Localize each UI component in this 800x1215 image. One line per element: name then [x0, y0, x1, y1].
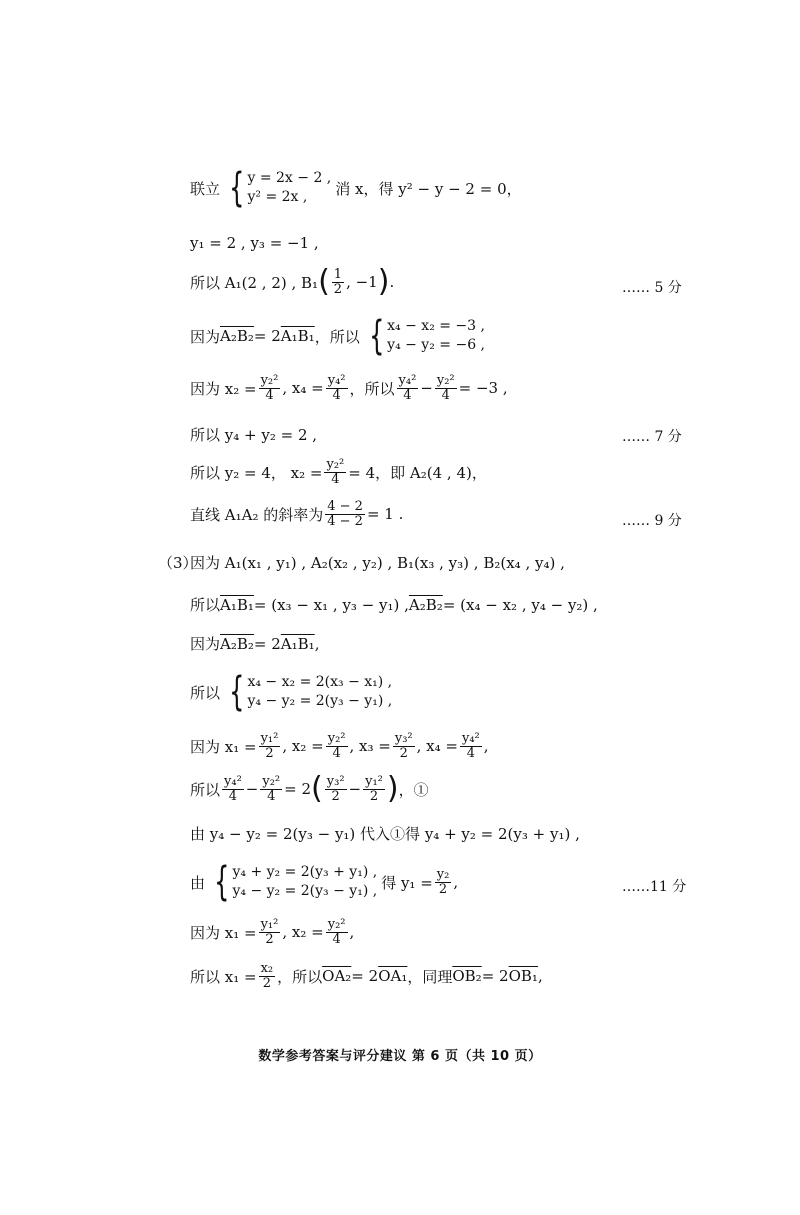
text: 所以 y₂ = 4， x₂ =: [190, 463, 323, 482]
text: , x₄ =: [282, 379, 324, 398]
brace-icon: {: [368, 313, 385, 359]
line-11: [190, 633, 319, 654]
numerator: y₂²: [327, 731, 346, 746]
denominator: 4: [228, 788, 238, 804]
text: 因为 x₁ =: [190, 737, 257, 756]
text: = 2: [351, 967, 379, 986]
text: 因为 A₁(x₁ , y₁) , A₂(x₂ , y₂) , B₁(x₃ , y₃) , B₂(x₄ , y₄) ,: [190, 554, 565, 572]
text: .: [389, 273, 395, 291]
equation: y = 2x − 2 ,: [247, 170, 332, 187]
numerator: y₂²: [262, 773, 281, 789]
vector: OA₂: [322, 967, 352, 986]
text: ，所以: [314, 327, 360, 346]
text: 所以 A₁(2 , 2) , B₁: [190, 273, 319, 292]
line-17: [190, 918, 354, 946]
denominator: 2: [262, 975, 271, 991]
fraction: [222, 775, 244, 803]
denominator: 4: [332, 931, 341, 947]
denominator: 2: [265, 931, 274, 947]
line-15: [190, 823, 580, 844]
equation: y₄ − y₂ = −6 ,: [387, 337, 485, 353]
line-9: [190, 552, 565, 573]
line-2: [190, 234, 319, 252]
text: = 1 .: [366, 505, 404, 524]
denominator: 4: [332, 387, 341, 403]
score-7: …… 7 分: [622, 429, 682, 445]
numerator: y₄²: [462, 731, 480, 746]
text: = 2: [284, 780, 312, 798]
fraction: [393, 732, 415, 760]
text: 得 y₁ =: [381, 873, 433, 892]
text: 所以: [190, 596, 221, 614]
denominator: 4: [265, 387, 274, 403]
line-14: [190, 771, 429, 806]
text: −: [420, 379, 433, 398]
equation-system: [224, 669, 393, 715]
numerator: y₄²: [224, 773, 242, 789]
text: = (x₄ − x₂ , y₄ − y₂) ,: [442, 595, 598, 614]
equation: y₄ − y₂ = 2(y₃ − y₁) ,: [232, 883, 378, 899]
line-7: [190, 458, 487, 486]
numerator: y₁²: [365, 773, 383, 789]
text: = 2: [481, 967, 509, 986]
fraction: [397, 374, 419, 402]
text: , x₂ =: [282, 923, 324, 942]
paren-right-icon: ): [386, 771, 399, 806]
equation: x₄ − x₂ = −3 ,: [387, 318, 485, 335]
brace-icon: {: [229, 165, 245, 211]
vector: A₂B₂: [220, 634, 254, 653]
fraction: [332, 268, 344, 296]
text: 因为 x₂ =: [190, 379, 257, 398]
numerator: x₂: [260, 961, 274, 976]
denominator: 4: [441, 387, 450, 403]
line-1: [190, 165, 522, 211]
fraction: [259, 918, 281, 946]
vector: OB₂: [452, 967, 482, 986]
equation: x₄ − x₂ = 2(x₃ − x₁) ,: [247, 674, 393, 691]
equation: y² = 2x ,: [247, 189, 308, 205]
brace-icon: {: [214, 859, 230, 905]
fraction: [326, 374, 348, 402]
text: 所以: [190, 683, 221, 702]
line-3: [190, 264, 395, 299]
paren-left-icon: (: [311, 771, 323, 806]
denominator: 2: [369, 788, 379, 804]
line-4: [190, 313, 489, 359]
line-5: [190, 374, 508, 402]
text: = 4，即 A₂(4 , 4)，: [348, 463, 487, 482]
fraction: [325, 500, 365, 528]
paren-left-icon: (: [318, 264, 330, 299]
text: 因为: [190, 635, 221, 653]
vector: OB₁: [508, 967, 538, 986]
vector: A₁B₁: [220, 595, 254, 614]
fraction: [325, 775, 347, 803]
line-8: [190, 500, 403, 528]
text: 由: [190, 873, 206, 892]
text: ,: [537, 967, 543, 986]
text: 直线 A₁A₂ 的斜率为: [190, 505, 324, 524]
text: 由 y₄ − y₂ = 2(y₃ − y₁) 代入①得 y₄ + y₂ = 2(y₃ + y₁) ,: [190, 825, 580, 843]
denominator: 4: [332, 745, 341, 761]
fraction: [460, 732, 482, 760]
equation-system: [209, 859, 378, 905]
denominator: 4: [466, 745, 476, 761]
fraction: [259, 962, 276, 990]
text: = 2: [253, 327, 281, 345]
line-6: [190, 424, 317, 445]
text: ,: [483, 737, 489, 756]
fraction: [363, 775, 385, 803]
denominator: 2: [438, 881, 448, 897]
line-12: [190, 669, 396, 715]
text: −: [348, 780, 362, 798]
text: ，①: [398, 780, 429, 799]
line-16: [190, 859, 459, 905]
vector: A₁B₁: [280, 327, 315, 345]
fraction: [259, 374, 281, 402]
line-10: [190, 594, 598, 615]
text: = 2: [253, 634, 281, 653]
denominator: 4: [267, 788, 276, 804]
numerator: y₂²: [326, 457, 345, 472]
equation-system: [224, 165, 332, 211]
text: ,: [453, 873, 459, 891]
fraction: [259, 732, 281, 760]
text: 因为 x₁ =: [190, 923, 257, 942]
equation: y₄ − y₂ = 2(y₃ − y₁) ,: [247, 693, 393, 709]
denominator: 4: [331, 471, 340, 487]
paren-right-icon: ): [377, 264, 390, 299]
text: = (x₃ − x₁ , y₃ − y₁) ,: [253, 595, 409, 614]
numerator: y₃²: [326, 773, 345, 789]
text: , x₂ =: [282, 737, 324, 756]
numerator: 4 − 2: [327, 499, 363, 514]
denominator: 2: [265, 745, 274, 761]
text: ,: [314, 634, 320, 653]
vector: OA₁: [378, 967, 408, 986]
text: = −3 ,: [458, 379, 508, 398]
page-footer: 数学参考答案与评分建议 第 6 页（共 10 页）: [258, 1049, 542, 1064]
text: 所以 y₄ + y₂ = 2 ,: [190, 426, 318, 444]
denominator: 2: [333, 281, 343, 297]
numerator: y₄²: [327, 373, 346, 388]
denominator: 2: [331, 788, 340, 804]
fraction: [324, 458, 346, 486]
equation-system: [364, 313, 485, 359]
score-5: …… 5 分: [622, 280, 682, 296]
numerator: y₂: [436, 866, 450, 882]
text: , −1: [346, 273, 378, 291]
text: 所以 x₁ =: [190, 967, 257, 986]
numerator: y₂²: [436, 373, 455, 388]
vector: A₂B₂: [220, 327, 254, 345]
text: ，所以: [349, 379, 395, 398]
text: , x₃ =: [349, 737, 391, 756]
text: −: [245, 780, 259, 798]
denominator: 2: [399, 745, 408, 761]
line-13: [190, 732, 489, 760]
text: , x₄ =: [416, 737, 458, 756]
fraction: [326, 918, 348, 946]
text: 消 x，得 y² − y − 2 = 0，: [335, 179, 522, 198]
denominator: 4 − 2: [327, 513, 363, 529]
score-9: …… 9 分: [622, 513, 682, 529]
part-label: （3）: [158, 554, 198, 572]
fraction: [435, 868, 452, 896]
text: ，所以: [277, 967, 323, 986]
score-11: ……11 分: [622, 879, 687, 895]
numerator: y₁²: [260, 731, 279, 746]
fraction: [260, 775, 282, 803]
line-18: [190, 962, 543, 990]
numerator: y₃²: [394, 731, 413, 746]
text: y₁ = 2 , y₃ = −1 ,: [190, 234, 319, 252]
text: 因为: [190, 327, 221, 346]
numerator: y₄²: [398, 373, 417, 388]
numerator: y₁²: [260, 917, 279, 932]
text: 所以: [190, 780, 221, 799]
numerator: 1: [333, 266, 343, 282]
vector: A₁B₁: [280, 634, 315, 653]
text: ，同理: [407, 967, 453, 986]
text: 联立: [190, 179, 221, 198]
vector: A₂B₂: [408, 595, 443, 614]
numerator: y₂²: [327, 917, 346, 932]
denominator: 4: [403, 387, 412, 403]
text: ,: [349, 923, 355, 942]
fraction: [435, 374, 457, 402]
numerator: y₂²: [260, 373, 279, 388]
equation: y₄ + y₂ = 2(y₃ + y₁) ,: [232, 864, 378, 881]
brace-icon: {: [229, 669, 245, 715]
fraction: [326, 732, 348, 760]
